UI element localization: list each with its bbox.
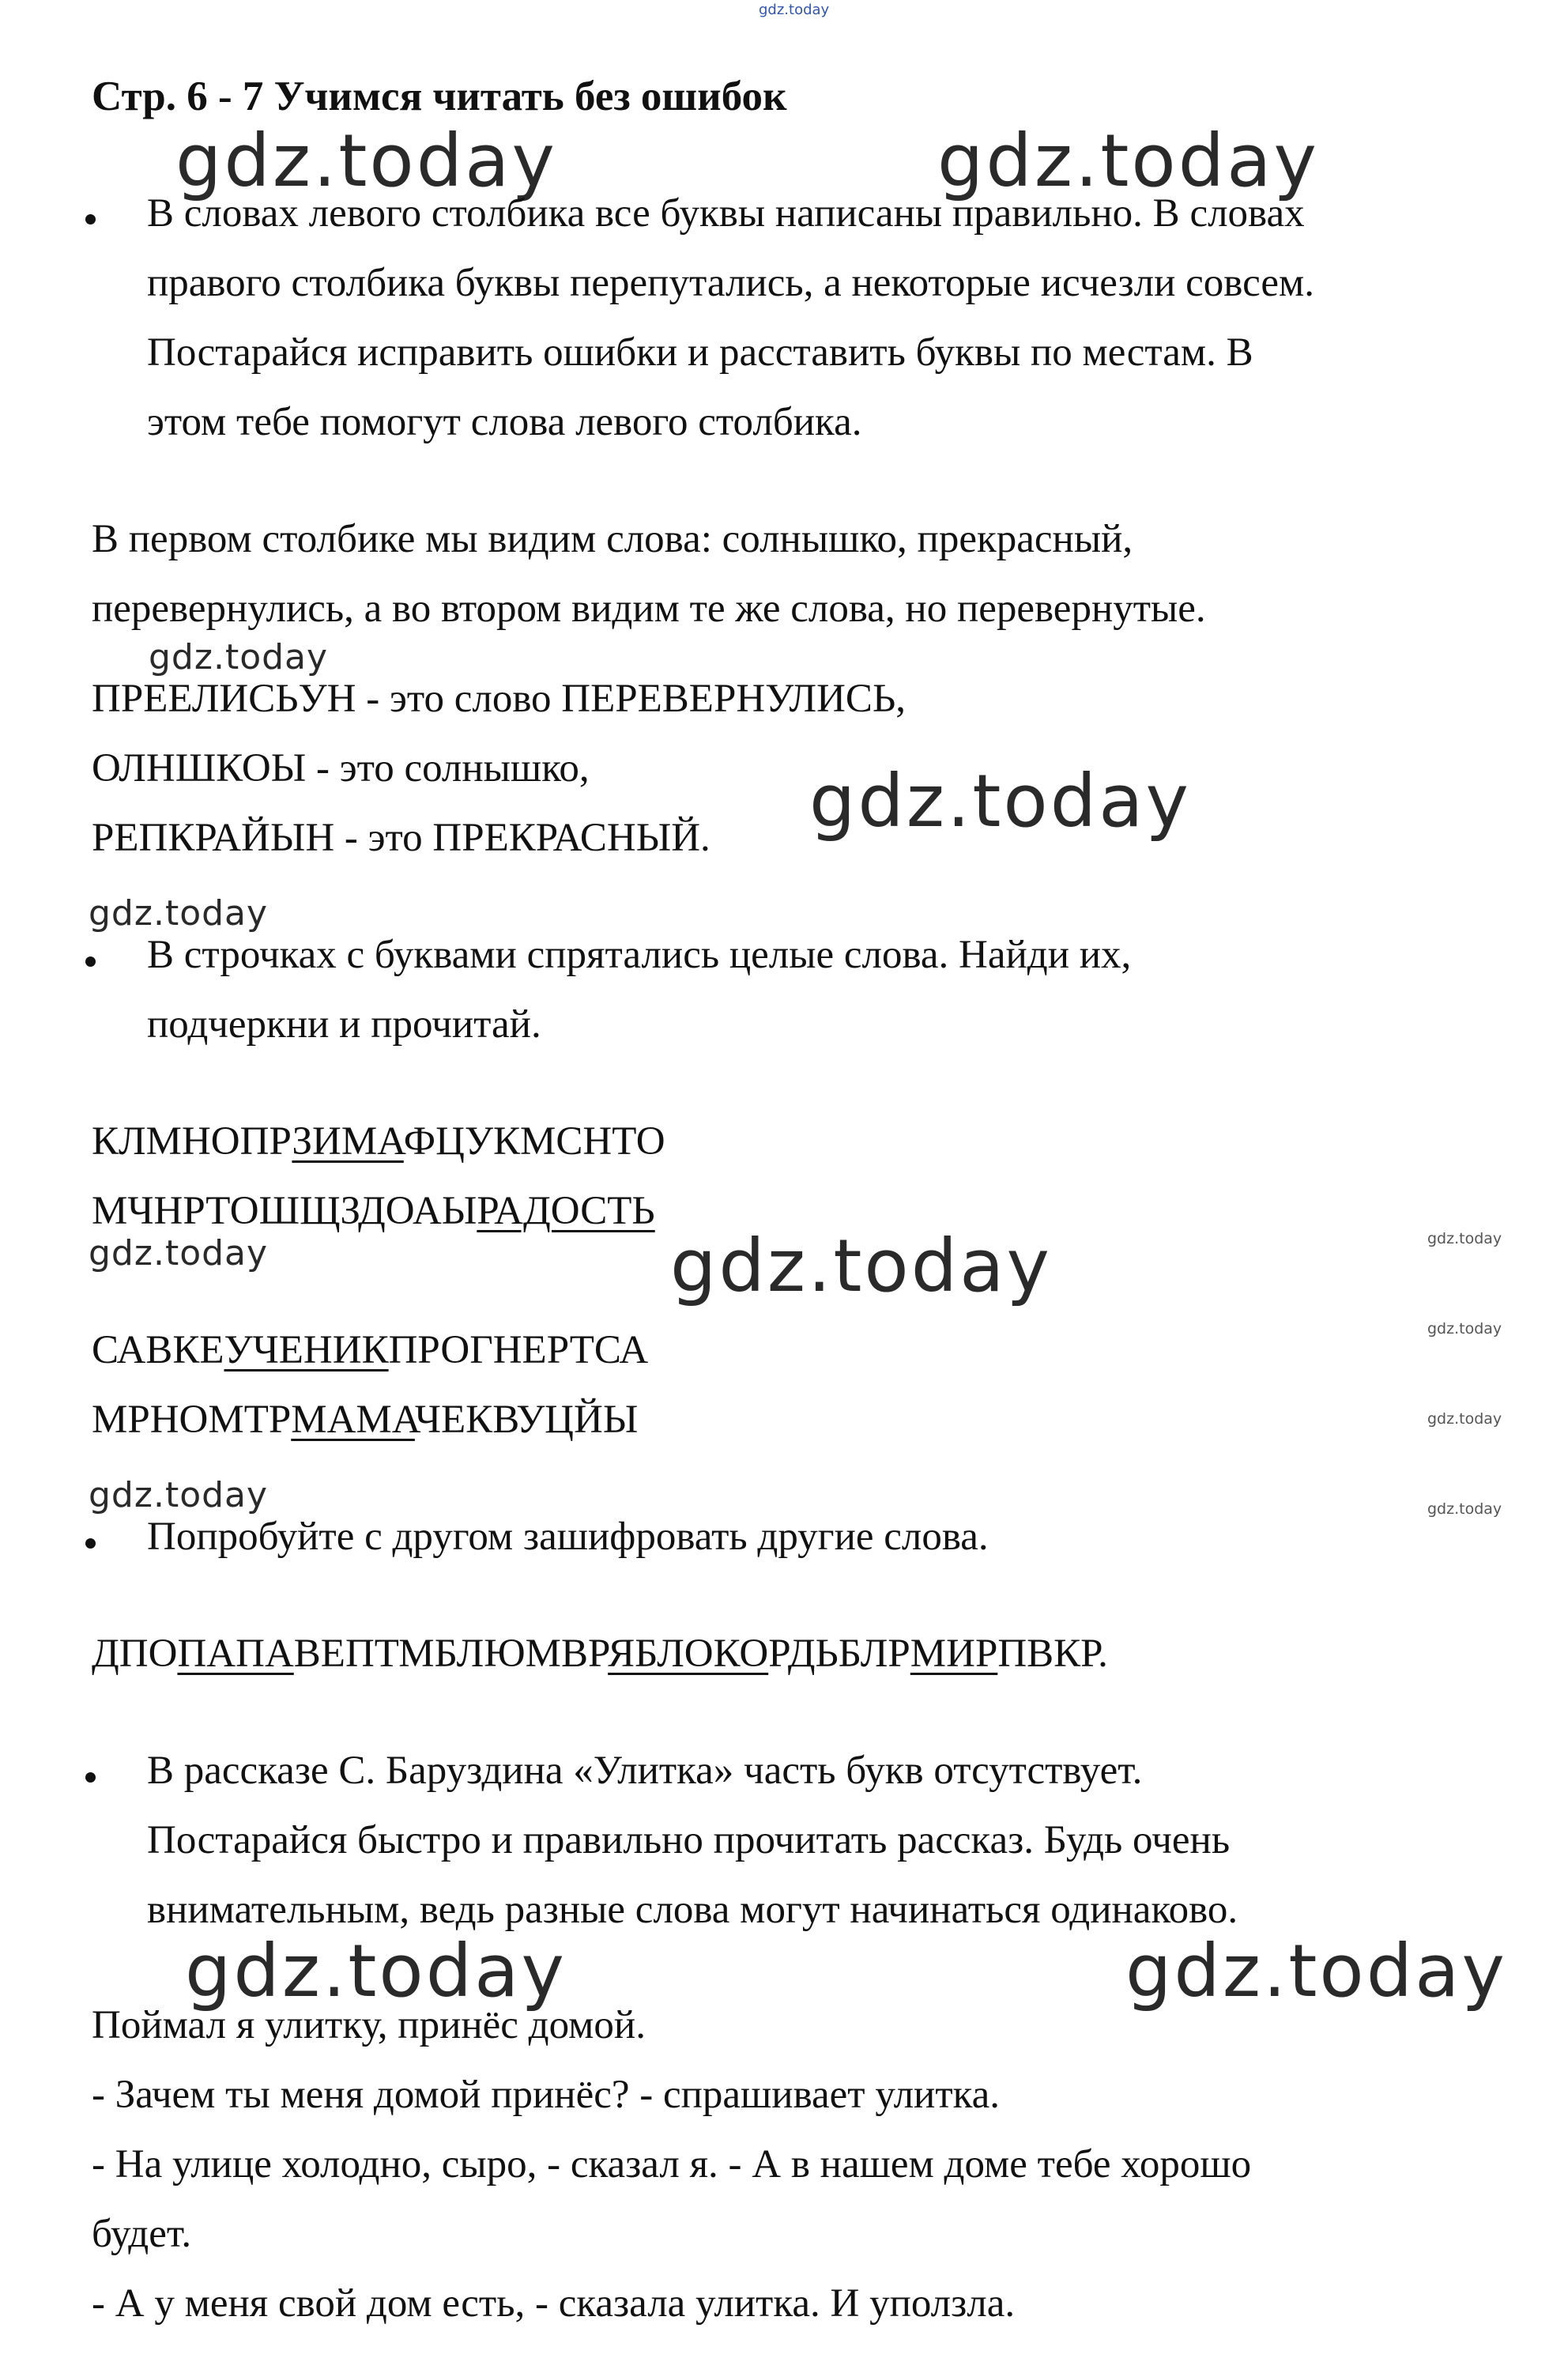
hidden-word: УЧЕНИК [224, 1328, 389, 1372]
instruction-line: подчеркни и прочитай. [147, 1002, 541, 1047]
story-line: будет. [92, 2212, 192, 2256]
letter-row: КЛМНОПРЗИМАФЦУКМСНТО [92, 1119, 665, 1164]
hidden-word: ПАПА [177, 1632, 294, 1676]
answer-pair: ОЛНШКОЫ - это солнышко, [92, 746, 590, 790]
instruction-line: Постарайся быстро и правильно прочитать рассказ. Будь очень [147, 1818, 1231, 1862]
watermark-small: gdz.today [1427, 1230, 1502, 1247]
bullet [85, 214, 96, 224]
instruction-line: правого столбика буквы перепутались, а некоторые исчезли совсем. [147, 261, 1314, 305]
instruction-line: Попробуйте с другом зашифровать другие слова. [147, 1515, 989, 1559]
answer-pair: ПРЕЕЛИСЬУН - это слово ПЕРЕВЕРНУЛИСЬ, [92, 677, 906, 721]
encoded-row: ДПОПАПАВЕПТМБЛЮМВРЯБЛОКОРДЬБЛРМИРПВКР. [92, 1632, 1108, 1676]
letter-row: МЧНРТОШЩЗДОАЫРАДОСТЬ [92, 1189, 655, 1233]
story-line: - А у меня свой дом есть, - сказала улитка. И уползла. [92, 2281, 1016, 2326]
watermark: gdz.today [809, 759, 1191, 843]
answer-line: В первом столбике мы видим слова: солнышко, прекрасный, [92, 517, 1133, 561]
hidden-word: ЗИМА [292, 1119, 404, 1164]
letter-row: МРНОМТРМАМАЧЕКВУЦЙЫ [92, 1398, 639, 1442]
instruction-line: внимательным, ведь разные слова могут начинаться одинаково. [147, 1888, 1238, 1932]
bullet [85, 1772, 96, 1783]
watermark: gdz.today [175, 119, 557, 203]
answer-pair: РЕПКРАЙЫН - это ПРЕКРАСНЫЙ. [92, 816, 710, 860]
story-line: - На улице холодно, сыро, - сказал я. - А в нашем доме тебе хорошо [92, 2142, 1252, 2186]
instruction-line: этом тебе помогут слова левого столбика. [147, 400, 862, 444]
hidden-word: МАМА [291, 1398, 415, 1442]
answer-line: перевернулись, а во втором видим те же слова, но перевернутые. [92, 587, 1206, 631]
watermark: gdz.today [89, 893, 269, 934]
watermark: gdz.today [937, 119, 1319, 203]
instruction-line: В строчках с буквами спрятались целые слова. Найди их, [147, 933, 1132, 977]
watermark-top: gdz.today [759, 2, 830, 18]
watermark: gdz.today [670, 1224, 1052, 1308]
story-line: Поймал я улитку, принёс домой. [92, 2003, 646, 2047]
page-title: Стр. 6 - 7 Учимся читать без ошибок [92, 74, 787, 119]
watermark: gdz.today [185, 1929, 567, 2013]
hidden-word: ЯБЛОКО [608, 1632, 769, 1676]
instruction-line: В рассказе С. Баруздина «Улитка» часть букв отсутствует. [147, 1749, 1143, 1793]
story-line: - Зачем ты меня домой принёс? - спрашивает улитка. [92, 2073, 1000, 2117]
watermark: gdz.today [89, 1475, 269, 1515]
letter-row: САВКЕУЧЕНИКПРОГНЕРТСА [92, 1328, 649, 1372]
watermark: gdz.today [149, 637, 329, 677]
instruction-line: В словах левого столбика все буквы написаны правильно. В словах [147, 191, 1305, 236]
watermark-small: gdz.today [1427, 1410, 1502, 1428]
hidden-word: МИР [910, 1632, 998, 1676]
watermark: gdz.today [89, 1233, 269, 1273]
bullet [85, 1538, 96, 1549]
instruction-line: Постарайся исправить ошибки и расставить буквы по местам. В [147, 330, 1253, 375]
watermark-small: gdz.today [1427, 1500, 1502, 1518]
bullet [85, 956, 96, 967]
watermark: gdz.today [1125, 1929, 1507, 2013]
watermark-small: gdz.today [1427, 1320, 1502, 1338]
hidden-word: РАДОСТЬ [477, 1189, 655, 1233]
